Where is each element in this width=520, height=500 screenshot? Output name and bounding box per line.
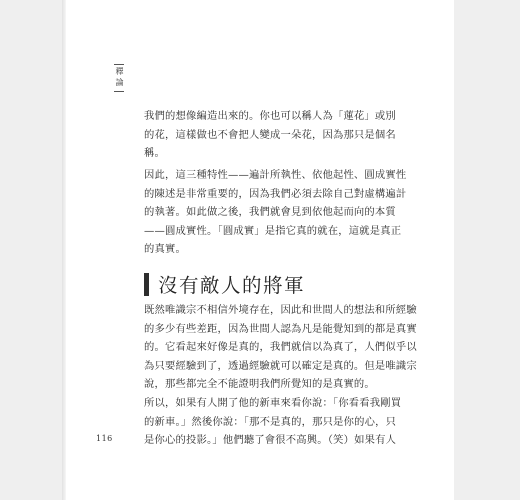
running-head bbox=[112, 62, 126, 94]
text-line: 的。它看起來好像是真的，我們就信以為真了，人們似乎以 bbox=[144, 341, 417, 354]
section-heading-bar bbox=[144, 273, 149, 296]
page-number: 116 bbox=[96, 434, 113, 443]
running-head-top-rule bbox=[114, 64, 124, 65]
text-line: 因此，這三種特性——遍計所執性、依他起性、圓成實性 bbox=[144, 169, 407, 181]
text-line: 的陳述是非常重要的，因為我們必須去除自己對虛構遍計 bbox=[144, 187, 407, 200]
text-line: 既然唯識宗不相信外境存在，因此和世間人的想法和所經驗 bbox=[144, 304, 417, 316]
paragraph-3 bbox=[144, 301, 417, 394]
text-line: 稱。 bbox=[144, 147, 165, 160]
paragraph-4 bbox=[144, 394, 406, 450]
text-line: ——圓成實性。「圓成實」是指它真的就在，這就是真正 bbox=[144, 224, 402, 237]
section-heading bbox=[144, 270, 305, 298]
running-head-text: 釋論 bbox=[115, 67, 124, 89]
text-line: 的花，這樣做也不會把人變成一朵花，因為那只是個名 bbox=[144, 128, 396, 141]
paragraph-1 bbox=[144, 107, 406, 163]
text-line: 的多少有些差距，因為世間人認為凡是能覺知到的都是真實 bbox=[144, 322, 417, 335]
text-line: 的執著。如此做之後，我們就會見到依他起而向的本質 bbox=[144, 206, 396, 219]
text-line: 的新車。」然後你說：「那不是真的，那只是你的心，只 bbox=[144, 415, 397, 428]
text-line: 為只要經驗到了，透過經驗就可以確定是真的。但是唯識宗 bbox=[144, 359, 417, 372]
section-title: 沒有敵人的將軍 bbox=[158, 274, 306, 297]
text-line: 我們的想像編造出來的。你也可以稱人為「蓮花」或別 bbox=[144, 110, 396, 122]
paragraph-2 bbox=[144, 166, 406, 259]
running-head-bottom-rule bbox=[114, 91, 124, 92]
text-line: 說，那些都完全不能證明我們所覺知的是真實的。 bbox=[144, 378, 375, 391]
text-line: 是你心的投影。」他們聽了會很不高興。（笑）如果有人 bbox=[144, 434, 397, 447]
text-line: 的真實。 bbox=[144, 243, 186, 256]
text-line: 所以，如果有人開了他的新車來看你說：「你看看我剛買 bbox=[144, 397, 402, 409]
